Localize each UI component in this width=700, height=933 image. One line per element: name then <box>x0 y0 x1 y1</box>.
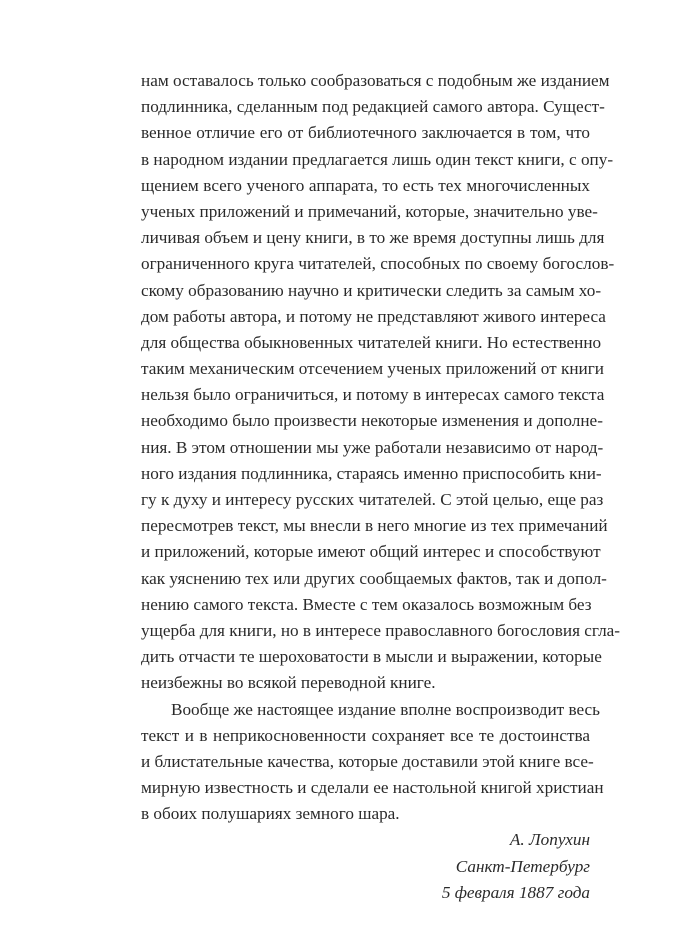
text-line: скому образованию научно и критически следить за самым хо- <box>141 280 602 300</box>
text-line: неизбежны во всякой переводной книге. <box>141 673 436 693</box>
text-line: нельзя было ограничиться, и потому в интересах самого текста <box>141 385 605 405</box>
text-line: в народном издании предлагается лишь один текст книги, с опу- <box>141 149 614 169</box>
text-line: дить отчасти те шероховатости в мысли и выражении, которые <box>141 647 602 667</box>
text-line: ного издания подлинника, стараясь именно приспособить кни- <box>141 463 602 483</box>
paragraph-1 <box>141 68 621 697</box>
paragraph-2 <box>141 697 604 828</box>
text-line: и приложений, которые имеют общий интерес и способствуют <box>141 542 601 562</box>
text-line: Вообще же настоящее издание вполне воспроизводит весь <box>171 699 600 719</box>
text-line: ограниченного круга читателей, способных по своему богослов- <box>141 254 615 274</box>
signature-block <box>141 827 590 906</box>
text-line: таким механическим отсечением ученых приложений от книги <box>141 359 604 379</box>
text-line: дом работы автора, и потому не представляют живого интереса <box>141 306 606 326</box>
text-line: гу к духу и интересу русских читателей. С этой целью, еще раз <box>141 490 604 509</box>
text-line: необходимо было произвести некоторые изменения и дополне- <box>141 411 603 431</box>
text-line: и блистательные качества, которые доставили этой книге все- <box>141 751 594 771</box>
text-line: ученых приложений и примечаний, которые, значительно уве- <box>141 201 598 221</box>
text-line: пересмотрев текст, мы внесли в него многие из тех примечаний <box>141 516 608 536</box>
text-line: ущерба для книги, но в интересе православного богословия сгла- <box>141 620 621 640</box>
text-block <box>141 68 621 906</box>
signature-author: А. Лопухин <box>509 830 590 850</box>
text-line: мирную известность и сделали ее настольной книгой христиан <box>141 778 604 798</box>
text-line: личивая объем и цену книги, в то же время доступны лишь для <box>141 228 605 248</box>
text-line: нению самого текста. Вместе с тем оказалось возможным без <box>141 594 592 614</box>
text-line: щением всего ученого аппарата, то есть тех многочисленных <box>141 175 590 195</box>
text-line: венное отличие его от библиотечного заключается в том, что <box>141 123 590 143</box>
text-line: ния. В этом отношении мы уже работали независимо от народ- <box>141 437 604 457</box>
text-line: как уяснению тех или других сообщаемых фактов, так и допол- <box>141 568 607 588</box>
signature-place: Санкт-Петербург <box>455 856 590 876</box>
text-line: для общества обыкновенных читателей книги. Но естественно <box>141 332 602 352</box>
text-line: в обоих полушариях земного шара. <box>141 804 400 824</box>
text-line: нам оставалось только сообразоваться с подобным же изданием <box>141 71 610 90</box>
text-line: подлинника, сделанным под редакцией самого автора. Сущест- <box>141 97 605 117</box>
signature-date: 5 февраля 1887 года <box>441 882 590 902</box>
text-line: текст и в неприкосновенности сохраняет все те достоинства <box>141 725 590 745</box>
